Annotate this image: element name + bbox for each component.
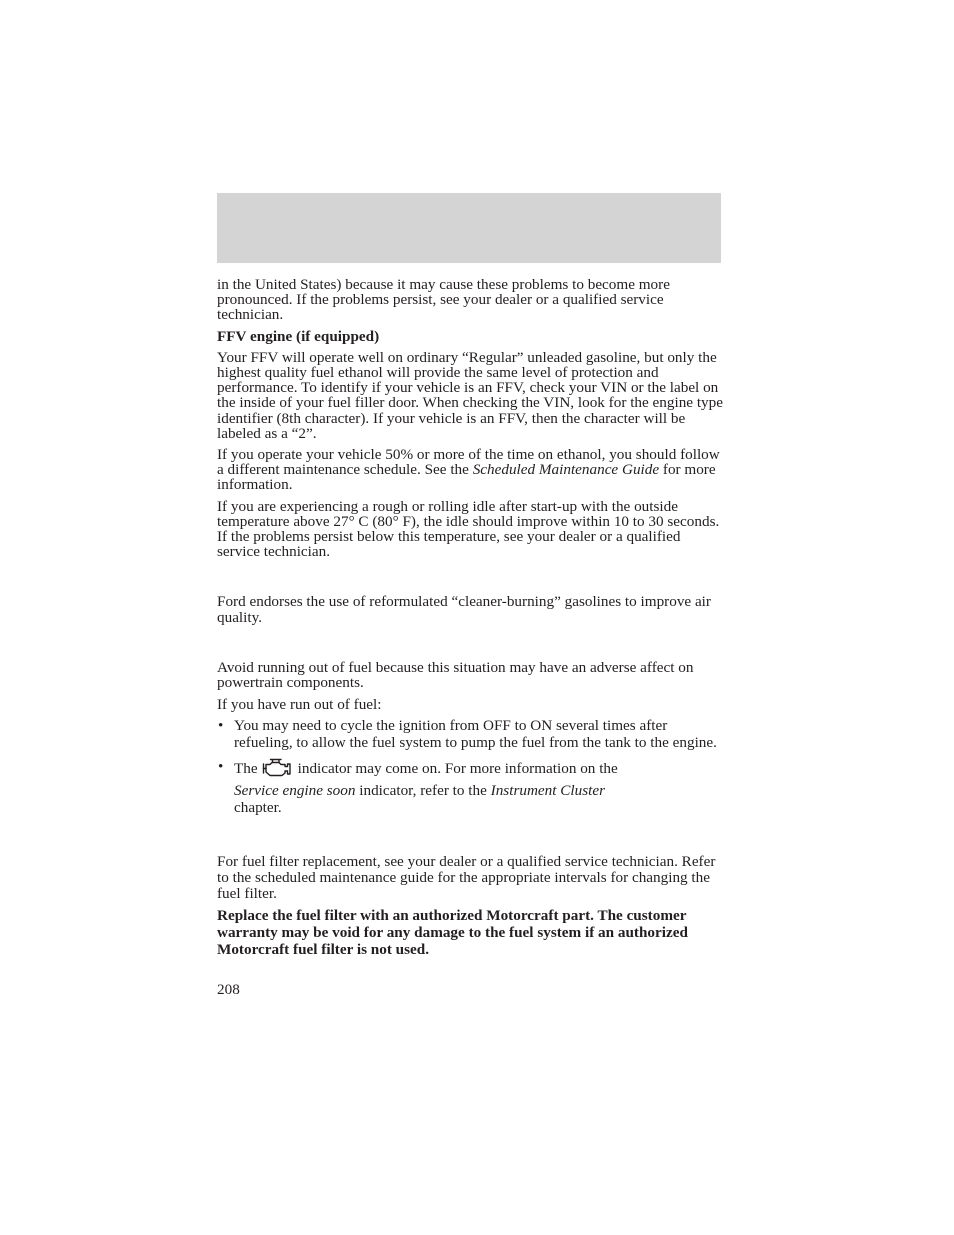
engine-icon: [262, 758, 292, 782]
page-number: 208: [217, 981, 240, 998]
paragraph-ethanol-maintenance: If you operate your vehicle 50% or more of the time on ethanol, you should follow a different maintenance schedule. See the Scheduled Maintenance Guide for more information.: [217, 446, 720, 494]
chapter-header-bar: [217, 193, 721, 263]
bullet-list: [217, 718, 723, 816]
paragraph-ffv-fuel: Your FFV will operate well on ordinary “Regular” unleaded gasoline, but only the highest quality fuel ethanol will provide the same level of protection and performance. To identify if your vehicle is an FFV, check your VIN or the label on the inside of your fuel filler door. When checking the VIN, look for the engine type identifier (8th character). If your vehicle is an FFV, then the character will be labeled as a “2”.: [217, 348, 723, 442]
paragraph-running-out-of-fuel: Avoid running out of fuel because this situation may have an adverse affect on powertrain components.: [217, 658, 694, 692]
instrument-cluster-ref: Instrument Cluster: [490, 781, 605, 799]
service-engine-soon-ref: Service engine soon: [234, 781, 356, 799]
bullet-marker: •: [218, 717, 224, 735]
paragraph-if-run-out: If you have run out of fuel:: [217, 696, 382, 714]
scheduled-maintenance-guide-ref: Scheduled Maintenance Guide: [472, 461, 660, 479]
bullet-marker: •: [218, 758, 224, 776]
page-content: [217, 277, 723, 958]
list-item: • The indicator may come on. For more information on the Service engine soon indicator, refer to the Instrument Cluster chapter.: [218, 758, 618, 817]
list-item: • You may need to cycle the ignition from OFF to ON several times after refueling, to allow the fuel system to pump the fuel from the tank to the engine.: [218, 717, 717, 751]
warning-motorcraft-filter: Replace the fuel filter with an authorized Motorcraft part. The customer warranty may be void for any damage to the fuel system if an authorized Motorcraft fuel filter is not used.: [217, 907, 688, 958]
paragraph-fuel-filter: For fuel filter replacement, see your dealer or a qualified service technician. Refer to the scheduled maintenance guide for the appropriate intervals for changing the fuel filter.: [217, 852, 716, 903]
paragraph-reformulated-gasoline: Ford endorses the use of reformulated “cleaner-burning” gasolines to improve air quality.: [217, 593, 711, 626]
paragraph-rough-idle: If you are experiencing a rough or rolling idle after start-up with the outside temperature above 27° C (80° F), the idle should improve within 10 to 30 seconds. If the problems persist below this temperature, see your dealer or a qualified service technician.: [217, 497, 720, 561]
section-heading-ffv-engine: FFV engine (if equipped): [217, 327, 380, 345]
paragraph-continued: in the United States) because it may cause these problems to become more pronounced. If the problems persist, see your dealer or a qualified service technician.: [217, 276, 670, 324]
